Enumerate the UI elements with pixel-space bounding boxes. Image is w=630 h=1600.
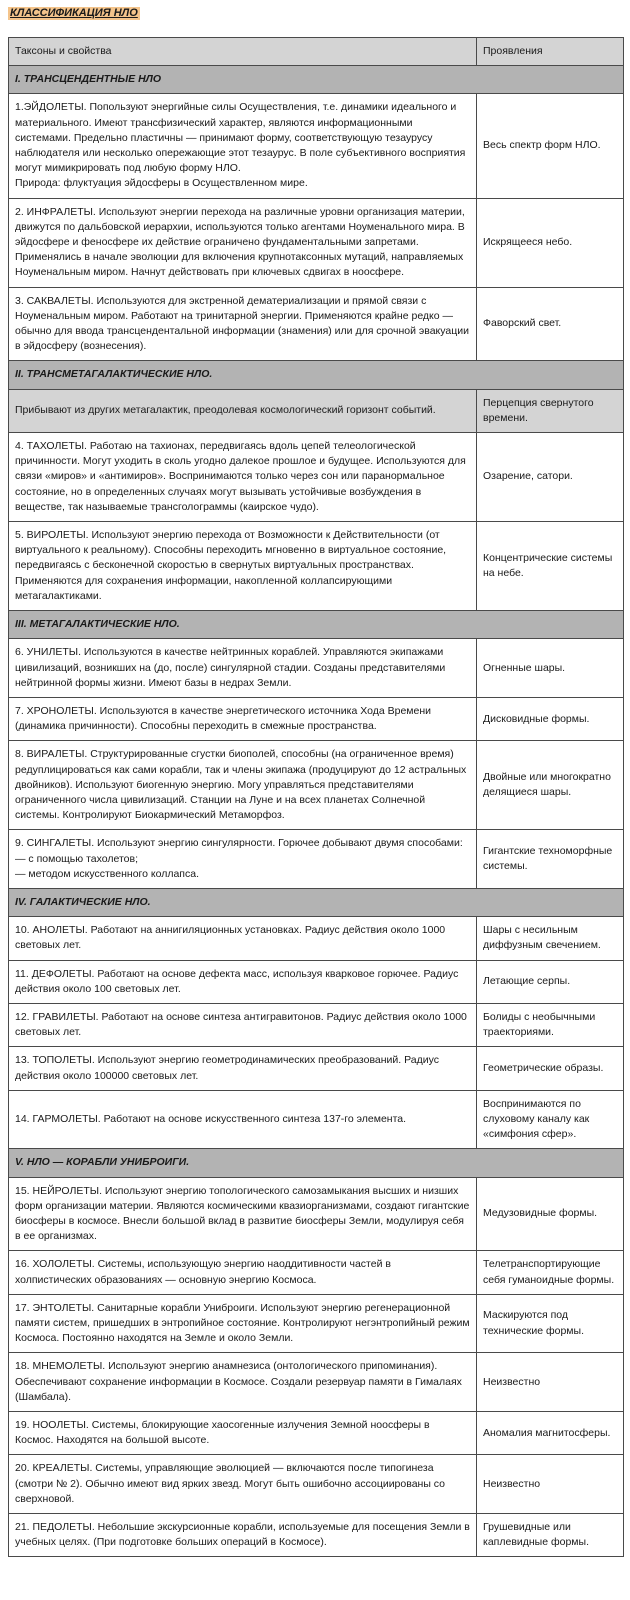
table-body (9, 66, 624, 1557)
manifestation-cell: Огненные шары. (477, 639, 624, 698)
taxon-description: Прибывают из других метагалактик, преодолевая космологический горизонт событий. (9, 389, 477, 432)
manifestation-cell: Шары с несильным диффузным свечением. (477, 917, 624, 960)
manifestation-cell: Болиды с необычными траекториями. (477, 1003, 624, 1046)
table-row (9, 1412, 624, 1455)
taxon-description: 3. САКВАЛЕТЫ. Используются для экстренной дематериализации и прямой связи с Ноуменальным миром. Работают на тринитарной энергии. Применяются крайне редко — обычно для ввода трансцендентальной информации (знамения) или для срочной эвакуации в эйдосферу (вознесения). (9, 287, 477, 361)
table-row (9, 1514, 624, 1557)
taxon-description: 21. ПЕДОЛЕТЫ. Небольшие экскурсионные корабли, используемые для посещения Земли в учебных целях. (При подготовке больших операций в Космосе). (9, 1514, 477, 1557)
table-row (9, 1353, 624, 1412)
section-title: IV. ГАЛАКТИЧЕСКИЕ НЛО. (9, 888, 624, 916)
section-header-row (9, 888, 624, 916)
taxon-description: 20. КРЕАЛЕТЫ. Системы, управляющие эволюцией — включаются после типогинеза (смотри № 2). Обычно имеют вид ярких звезд. Могут быть ошибочно ассоциированы со сверхновой. (9, 1455, 477, 1514)
taxon-description: 8. ВИРАЛЕТЫ. Структурированные сгустки биополей, способны (на ограниченное время) редуплицироваться как сами корабли, так и члены экипажа (продуцируют до 12 астральных двойников). Используют биогенную энергию. Могу управляться представителями ограниченного числа цивилизаций. Станции на Луне и на всех планетах Солнечной системы. Контролируют Биокармический Метаморфоз. (9, 741, 477, 830)
manifestation-cell: Гигантские техноморфные системы. (477, 830, 624, 889)
page-title: КЛАССИФИКАЦИЯ НЛО (10, 7, 138, 19)
table-row (9, 1294, 624, 1353)
table-row (9, 433, 624, 522)
manifestation-cell: Неизвестно (477, 1353, 624, 1412)
table-row (9, 830, 624, 889)
manifestation-cell: Озарение, сатори. (477, 433, 624, 522)
manifestation-cell: Двойные или многократно делящиеся шары. (477, 741, 624, 830)
taxon-description: 19. НООЛЕТЫ. Системы, блокирующие хаосогенные излучения Земной ноосферы в Космос. Находятся на большой высоте. (9, 1412, 477, 1455)
table-row (9, 287, 624, 361)
table-row (9, 1047, 624, 1090)
taxon-description: 18. МНЕМОЛЕТЫ. Используют энергию анамнезиса (онтологического припоминания). Обеспечивают сохранение информации в Космосе. Создали резервуар памяти в Гималаях (Шамбала). (9, 1353, 477, 1412)
section-title: II. ТРАНСМЕТАГАЛАКТИЧЕСКИЕ НЛО. (9, 361, 624, 389)
section-title: I. ТРАНСЦЕНДЕНТНЫЕ НЛО (9, 66, 624, 94)
manifestation-cell: Геометрические образы. (477, 1047, 624, 1090)
manifestation-cell: Дисковидные формы. (477, 697, 624, 740)
table-row (9, 1177, 624, 1251)
table-row (9, 198, 624, 287)
table-header-row (9, 38, 624, 66)
taxon-description: 10. АНОЛЕТЫ. Работают на аннигиляционных установках. Радиус действия около 1000 световых лет. (9, 917, 477, 960)
manifestation-cell: Маскируются под технические формы. (477, 1294, 624, 1353)
table-row (9, 697, 624, 740)
column-header-taxa: Таксоны и свойства (9, 38, 477, 66)
manifestation-cell: Летающие серпы. (477, 960, 624, 1003)
table-row (9, 1455, 624, 1514)
section-header-row (9, 361, 624, 389)
section-title: V. НЛО — КОРАБЛИ УНИБРОИГИ. (9, 1149, 624, 1177)
classification-table (8, 37, 624, 1557)
section-header-row (9, 611, 624, 639)
taxon-description: 15. НЕЙРОЛЕТЫ. Используют энергию топологического самозамыкания высших и низших форм организации материи. Являются космическими квазиорганизмами, создают гигантские биосферы в космосе. Внесли большой вклад в развитие биосферы Земли, модулируя себя в ее организмах. (9, 1177, 477, 1251)
manifestation-cell: Перцепция свернутого времени. (477, 389, 624, 432)
taxon-description: 14. ГАРМОЛЕТЫ. Работают на основе искусственного синтеза 137-го элемента. (9, 1090, 477, 1149)
table-row (9, 1090, 624, 1149)
taxon-description: 9. СИНГАЛЕТЫ. Используют энергию сингулярности. Горючее добывают двумя способами: — с помощью тахолетов; — методом искусственного коллапса. (9, 830, 477, 889)
taxon-description: 5. ВИРОЛЕТЫ. Используют энергию перехода от Возможности к Действительности (от виртуального к реальному). Способны переходить мгновенно в виртуальное состояние, передвигаясь с бесконечной скоростью в свернутых виртуальных пространствах. Применяются для сохранения информации, накопленной коллапсирующими метагалактиками. (9, 522, 477, 611)
taxon-description: 2. ИНФРАЛЕТЫ. Используют энергии перехода на различные уровни организация материи, движутся по дальбовской иерархии, используются только агентами Ноуменального мира. В эйдосфере и феносфере их действие ограничено фундаментальными запретами. Применялись в начале эволюции для включения крупнотаксонных мутаций, направляемых Ноуменальным миром. Начнут действовать при ключевых сдвигах в ноосфере. (9, 198, 477, 287)
taxon-description: 6. УНИЛЕТЫ. Используются в качестве нейтринных кораблей. Управляются экипажами цивилизаций, возникших на (до, после) сингулярной стадии. Созданы представителями нейтринной формы жизни. Имеют базы в недрах Земли. (9, 639, 477, 698)
taxon-description: 1.ЭЙДОЛЕТЫ. Попользуют энергийные силы Осуществления, т.е. динамики идеального и материального. Имеют трансфизический характер, являются информационными системами. Предельно пластичны — принимают форму, соответствующую тезаурусу наблюдателя или несколько опережающие этот тезаурус. В поле субъективного восприятия могут мимикрировать под любую форму НЛО. Природа: флуктуация эйдосферы в Осуществленном мире. (9, 94, 477, 198)
table-row (9, 960, 624, 1003)
section-header-row (9, 66, 624, 94)
taxon-description: 17. ЭНТОЛЕТЫ. Санитарные корабли Униброиги. Используют энергию регенерационной памяти систем, пришедших в энтропийное состояние. Контролируют негэнтропийный режим Космоса. Постоянно находятся на Земле и около Земли. (9, 1294, 477, 1353)
manifestation-cell: Неизвестно (477, 1455, 624, 1514)
column-header-manifestations: Проявления (477, 38, 624, 66)
manifestation-cell: Телетранспортирующие себя гуманоидные формы. (477, 1251, 624, 1294)
table-row (9, 639, 624, 698)
manifestation-cell: Грушевидные или каплевидные формы. (477, 1514, 624, 1557)
manifestation-cell: Фаворский свет. (477, 287, 624, 361)
table-row (9, 741, 624, 830)
table-row (9, 1003, 624, 1046)
manifestation-cell: Воспринимаются по слуховому каналу как «симфония сфер». (477, 1090, 624, 1149)
taxon-description: 16. ХОЛОЛЕТЫ. Системы, использующую энергию наоддитивности частей в холпистических образованиях — основную энергию Космоса. (9, 1251, 477, 1294)
taxon-description: 4. ТАХОЛЕТЫ. Работаю на тахионах, передвигаясь вдоль цепей телеологической причинности. Могут уходить в сколь угодно далекое прошлое и будущее. Используются для связи «миров» и «антимиров». Воспринимаются только через сон или паранормальное состояние, но в определенных случаях могут вызывать устойчивые возбуждения в веществе, так называемые трансголограммы (каирское чудо). (9, 433, 477, 522)
section-header-row (9, 1149, 624, 1177)
manifestation-cell: Аномалия магнитосферы. (477, 1412, 624, 1455)
taxon-description: 13. ТОПОЛЕТЫ. Используют энергию геометродинамических преобразований. Радиус действия около 100000 световых лет. (9, 1047, 477, 1090)
section-title: III. МЕТАГАЛАКТИЧЕСКИЕ НЛО. (9, 611, 624, 639)
manifestation-cell: Весь спектр форм НЛО. (477, 94, 624, 198)
section-summary-row (9, 389, 624, 432)
taxon-description: 11. ДЕФОЛЕТЫ. Работают на основе дефекта масс, используя кварковое горючее. Радиус действия около 100 световых лет. (9, 960, 477, 1003)
manifestation-cell: Искрящееся небо. (477, 198, 624, 287)
taxon-description: 12. ГРАВИЛЕТЫ. Работают на основе синтеза антигравитонов. Радиус действия около 1000 световых лет. (9, 1003, 477, 1046)
manifestation-cell: Концентрические системы на небе. (477, 522, 624, 611)
table-row (9, 917, 624, 960)
table-row (9, 94, 624, 198)
table-row (9, 1251, 624, 1294)
manifestation-cell: Медузовидные формы. (477, 1177, 624, 1251)
taxon-description: 7. ХРОНОЛЕТЫ. Используются в качестве энергетического источника Хода Времени (динамика причинности). Способны переходить в смежные пространства. (9, 697, 477, 740)
table-row (9, 522, 624, 611)
